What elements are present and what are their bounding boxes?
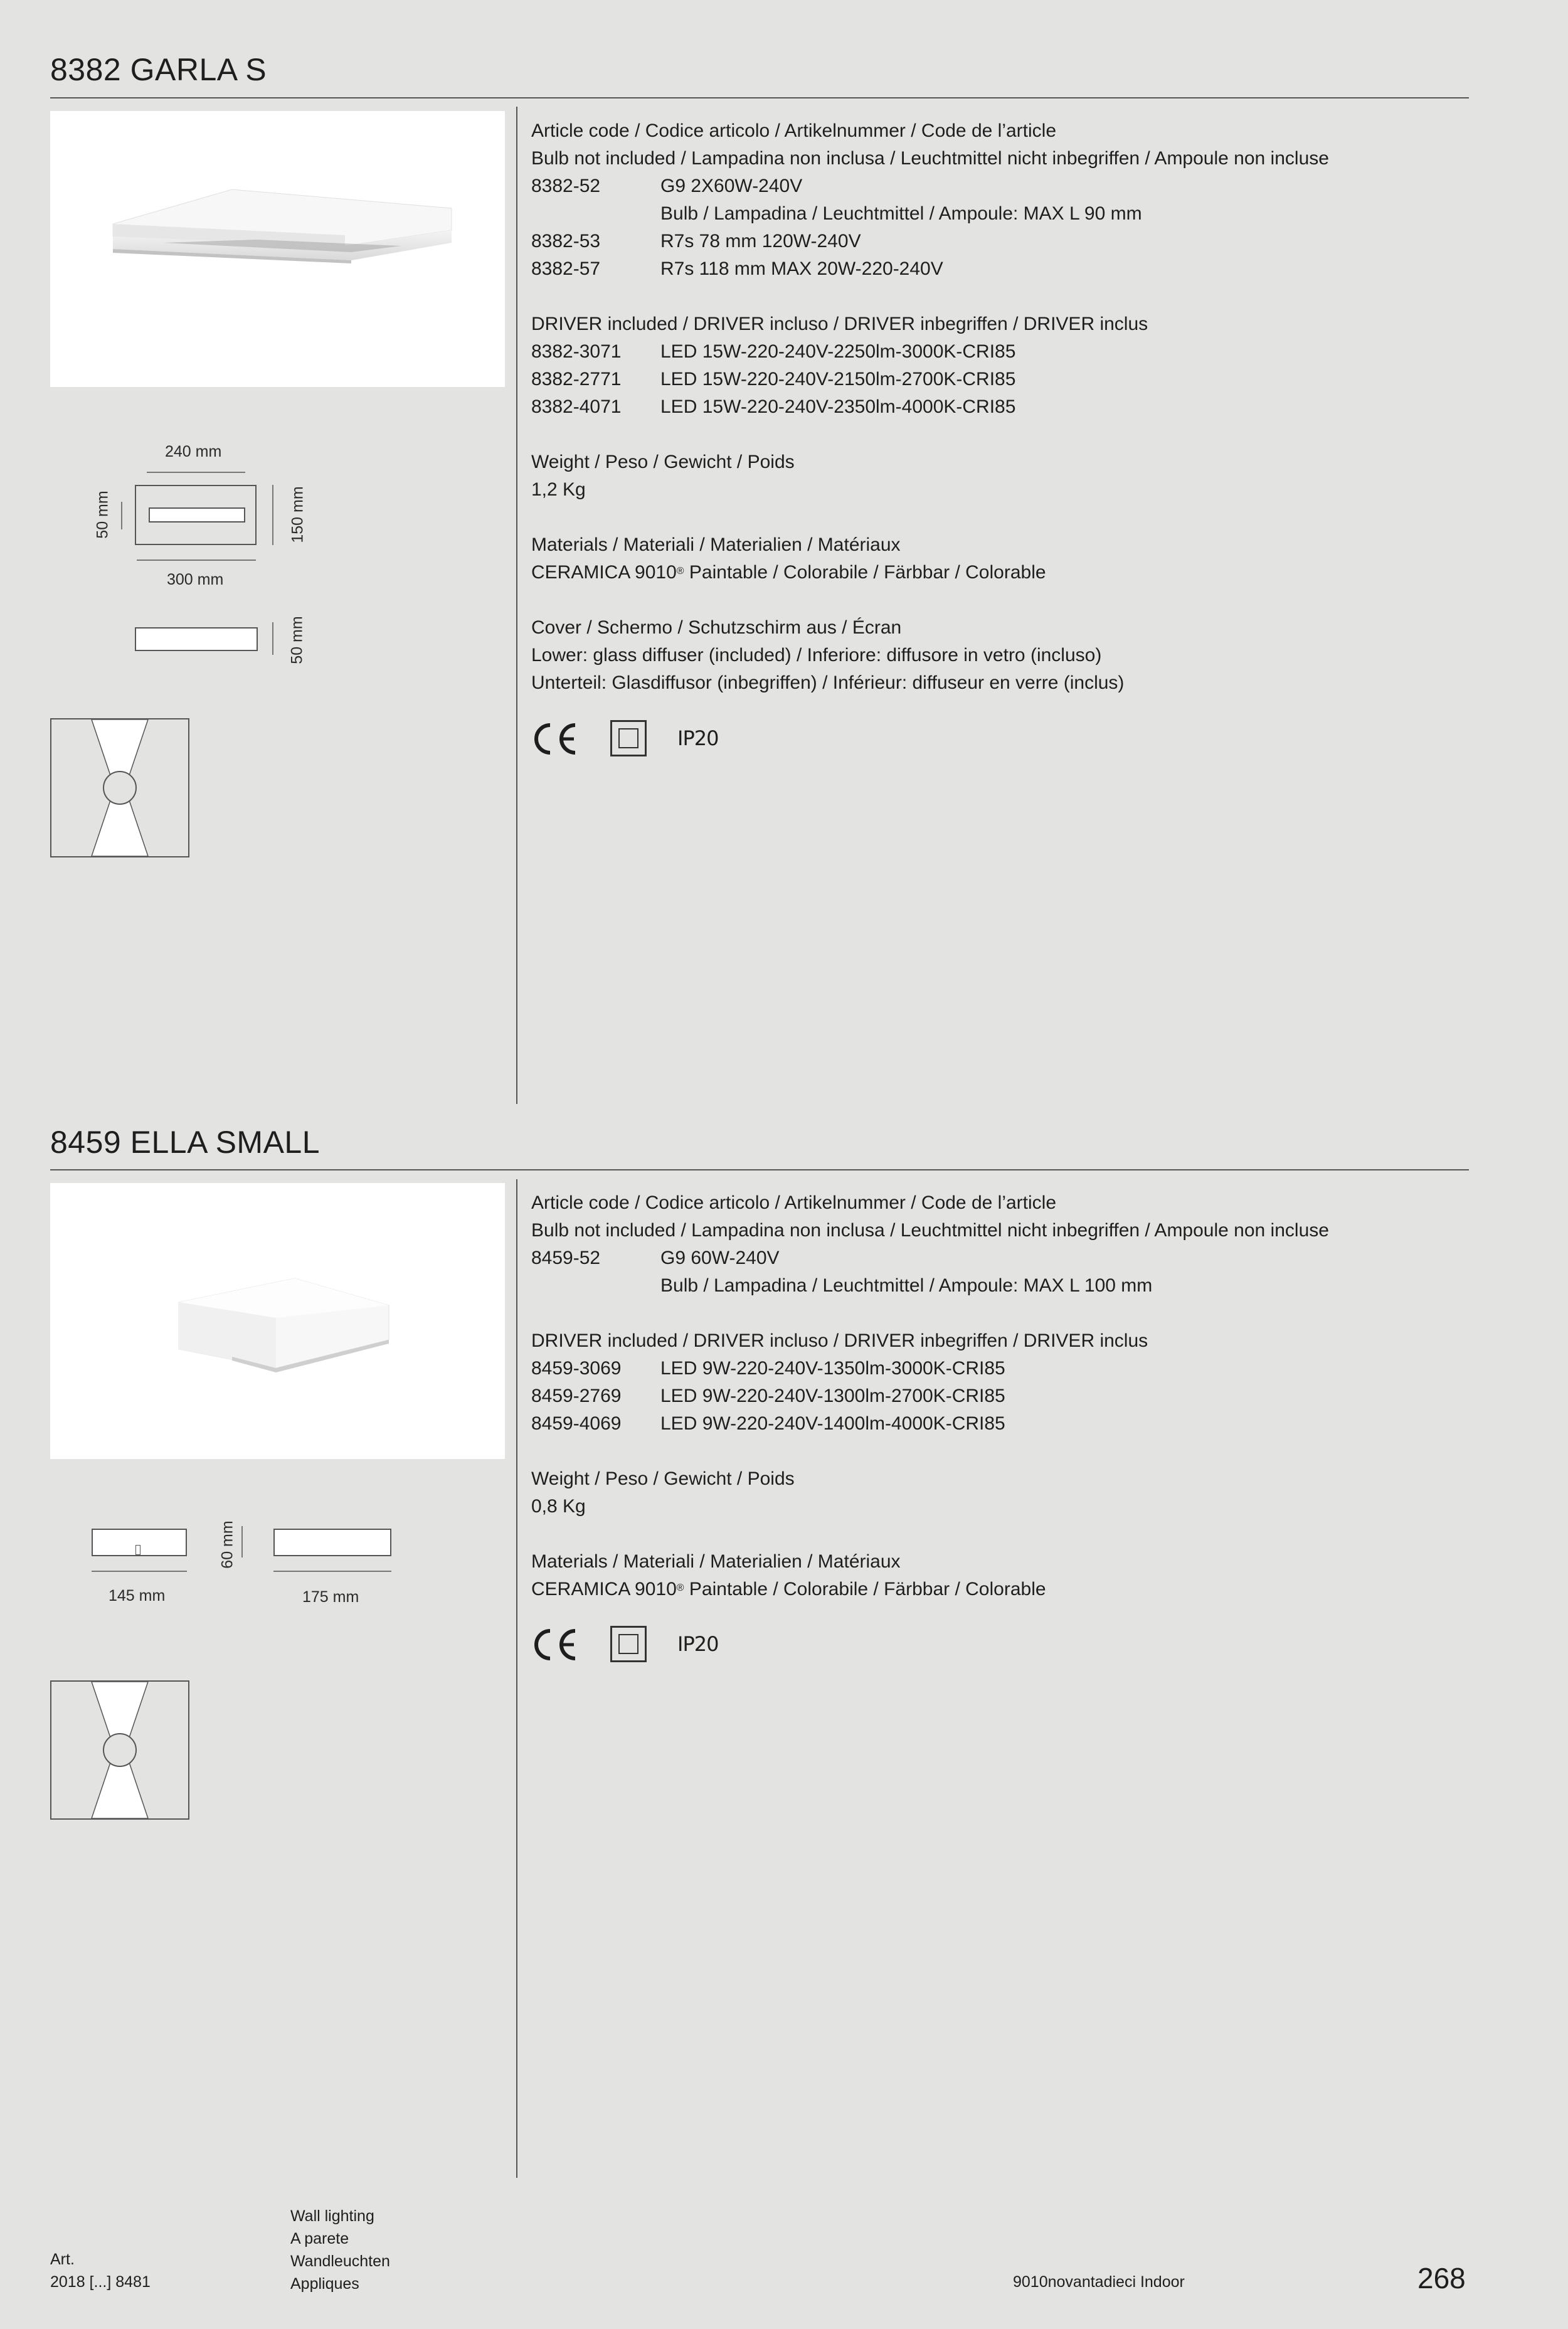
driver-note: DRIVER included / DRIVER incluso / DRIVER inbegriffen / DRIVER inclus — [531, 314, 1148, 334]
weight-heading: Weight / Peso / Gewicht / Poids — [531, 452, 795, 472]
bulb-note: Bulb not included / Lampadina non inclusa / Leuchtmittel nicht inbegriffen / Ampoule non incluse — [531, 148, 1329, 169]
article-heading: Article code / Codice articolo / Artikelnummer / Code de l’article — [531, 1192, 1057, 1213]
materials-heading: Materials / Materiali / Materialien / Matériaux — [531, 534, 901, 555]
dim-depth-side: 50 mm — [288, 616, 306, 664]
code-row — [531, 255, 1459, 283]
dim-height-right: 150 mm — [289, 486, 307, 543]
dim-line-side — [273, 1571, 391, 1572]
article-code: 8459-4069 — [531, 1413, 622, 1434]
class-ii-insulation-icon — [610, 1626, 647, 1662]
article-desc: LED 9W-220-240V-1400lm-4000K-CRI85 — [660, 1413, 1005, 1434]
article-code: 8459-52 — [531, 1248, 601, 1268]
dim-line-right — [272, 485, 273, 545]
materials-value — [531, 559, 1459, 586]
weight-value: 0,8 Kg — [531, 1496, 586, 1517]
article-desc: R7s 118 mm MAX 20W-220-240V — [660, 258, 943, 279]
materials-value — [531, 1576, 1459, 1603]
code-row — [531, 393, 1459, 421]
article-code: 8382-57 — [531, 258, 601, 279]
article-desc: R7s 78 mm 120W-240V — [660, 231, 861, 252]
dim-line-front — [92, 1571, 187, 1572]
article-desc: G9 60W-240V — [660, 1248, 780, 1268]
cover-line: Lower: glass diffuser (included) / Inferiore: diffusore in vetro (incluso) — [531, 645, 1102, 666]
ce-mark-svg — [531, 1627, 579, 1662]
article-desc: LED 15W-220-240V-2350lm-4000K-CRI85 — [660, 396, 1016, 417]
front-view-outline — [92, 1529, 187, 1556]
materials-text: Paintable / Colorabile / Färbbar / Colorable — [684, 562, 1046, 583]
dim-line-height — [241, 1526, 243, 1557]
dim-height: 60 mm — [218, 1520, 236, 1569]
materials-heading: Materials / Materiali / Materialien / Matériaux — [531, 1551, 901, 1572]
code-row — [531, 1244, 1459, 1272]
footer-category: Appliques — [290, 2275, 359, 2293]
bulb-note: Bulb not included / Lampadina non inclusa / Leuchtmittel nicht inbegriffen / Ampoule non incluse — [531, 1220, 1329, 1241]
materials-prefix: CERAMICA 9010 — [531, 562, 677, 583]
dim-width-front: 145 mm — [109, 1587, 166, 1605]
front-view-outline — [135, 485, 257, 545]
article-code: 8382-2771 — [531, 369, 622, 390]
article-code: 8382-4071 — [531, 396, 622, 417]
title-rule — [50, 97, 1469, 98]
cover-heading: Cover / Schermo / Schutzschirm aus / Écran — [531, 617, 902, 638]
lamp-illustration — [50, 111, 505, 387]
article-desc: LED 9W-220-240V-1350lm-3000K-CRI85 — [660, 1358, 1005, 1379]
footer-art-range: 2018 [...] 8481 — [50, 2273, 151, 2291]
spec-block-ella-small — [531, 1189, 1459, 1603]
article-code: 8382-52 — [531, 176, 601, 196]
driver-note: DRIVER included / DRIVER incluso / DRIVER inbegriffen / DRIVER inclus — [531, 1330, 1148, 1351]
product-title-garla-s: 8382 GARLA S — [50, 52, 267, 87]
ip-rating: IP20 — [677, 726, 719, 750]
article-desc: G9 2X60W-240V — [660, 176, 803, 196]
article-code: 8382-53 — [531, 231, 601, 252]
cover-line: Unterteil: Glasdiffusor (inbegriffen) / Inférieur: diffuseur en verre (inclus) — [531, 672, 1125, 693]
bulb-max-note: Bulb / Lampadina / Leuchtmittel / Ampoule: MAX L 90 mm — [660, 203, 1142, 224]
product-photo — [50, 111, 505, 387]
materials-text: Paintable / Colorabile / Färbbar / Colorable — [684, 1579, 1046, 1600]
materials-prefix: CERAMICA 9010 — [531, 1579, 677, 1600]
light-emission-diagram — [50, 1680, 189, 1820]
ip-rating: IP20 — [677, 1632, 719, 1656]
code-row — [531, 1382, 1459, 1410]
code-row — [531, 366, 1459, 393]
ce-mark-svg — [531, 721, 579, 756]
lamp-illustration — [50, 1183, 505, 1459]
article-desc: LED 9W-220-240V-1300lm-2700K-CRI85 — [660, 1386, 1005, 1406]
article-code: 8382-3071 — [531, 341, 622, 362]
light-emission-diagram — [50, 718, 189, 857]
dim-height-left: 50 mm — [93, 491, 112, 539]
article-code: 8459-3069 — [531, 1358, 622, 1379]
column-divider — [516, 1179, 517, 2178]
code-row — [531, 1410, 1459, 1438]
footer-category: Wandleuchten — [290, 2252, 390, 2270]
ce-mark-icon — [531, 721, 579, 756]
product-title-ella-small: 8459 ELLA SMALL — [50, 1125, 320, 1160]
footer-categories — [290, 2205, 390, 2295]
code-row — [531, 172, 1459, 200]
footer-category: A parete — [290, 2230, 349, 2247]
footer-category: Wall lighting — [290, 2207, 374, 2225]
dim-line-left — [121, 502, 122, 529]
dim-line-side — [272, 622, 273, 655]
weight-heading: Weight / Peso / Gewicht / Poids — [531, 1468, 795, 1489]
registered-mark: ® — [676, 566, 684, 576]
code-row — [531, 228, 1459, 255]
dim-line-bottom — [137, 560, 256, 561]
dim-line-top — [147, 472, 245, 473]
article-desc: LED 15W-220-240V-2250lm-3000K-CRI85 — [660, 341, 1016, 362]
code-row — [531, 1355, 1459, 1382]
article-heading: Article code / Codice articolo / Artikelnummer / Code de l’article — [531, 120, 1057, 141]
ce-mark-icon — [531, 1627, 579, 1662]
side-view-outline — [273, 1529, 391, 1556]
article-desc: LED 15W-220-240V-2150lm-2700K-CRI85 — [660, 369, 1016, 390]
dim-depth-side: 175 mm — [302, 1588, 359, 1606]
page-number: 268 — [1417, 2262, 1466, 2295]
footer-brand: 9010novantadieci Indoor — [1013, 2273, 1185, 2291]
class-ii-insulation-icon — [610, 720, 647, 756]
side-view-outline — [135, 627, 258, 651]
title-rule — [50, 1169, 1469, 1170]
code-row — [531, 338, 1459, 366]
dim-width-bottom: 300 mm — [167, 571, 224, 588]
product-photo — [50, 1183, 505, 1459]
column-divider — [516, 107, 517, 1104]
article-code: 8459-2769 — [531, 1386, 622, 1406]
spec-block-garla-s — [531, 117, 1459, 697]
dim-width-top: 240 mm — [165, 443, 222, 460]
footer-art — [50, 2248, 151, 2293]
footer-art-label: Art. — [50, 2251, 75, 2268]
bulb-max-note: Bulb / Lampadina / Leuchtmittel / Ampoule: MAX L 100 mm — [660, 1275, 1153, 1296]
weight-value: 1,2 Kg — [531, 479, 586, 500]
registered-mark: ® — [676, 1583, 684, 1593]
